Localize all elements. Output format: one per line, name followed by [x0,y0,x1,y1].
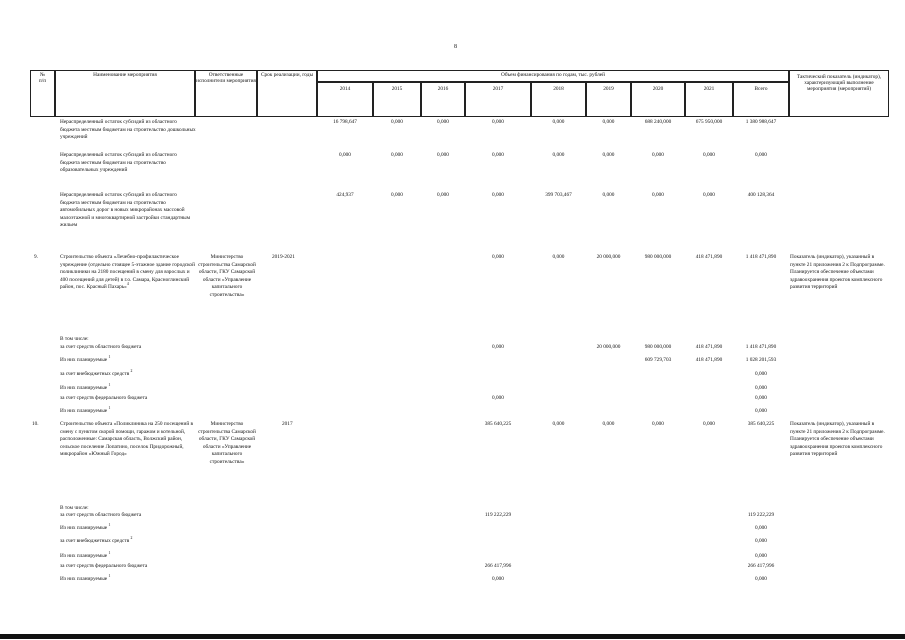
header-name: Наименование мероприятия [55,70,195,117]
cell-2017: 385 640,225 [484,421,512,427]
cell-2017: 0,000 [492,344,504,350]
cell-2017: 0,000 [492,119,504,125]
cell-total: 0,000 [755,408,767,414]
cell-total: 266 417,996 [747,563,775,569]
cell-2017: 119 222,229 [484,512,512,518]
header-year-total: Всего [733,82,789,117]
footnote-mark: 1 [108,355,111,360]
cell-2020: 0,000 [652,192,664,198]
funding-label-text: за счет внебюджетных средств [60,538,130,544]
including-label: В том числе: [60,505,89,511]
funding-label [60,512,141,520]
header-year-2014: 2014 [317,82,373,117]
funding-label-text: за счет внебюджетных средств [60,371,130,377]
cell-total: 0,000 [755,371,767,377]
cell-2021: 418 471,890 [695,344,723,350]
cell-total: 1 418 471,890 [745,344,777,350]
cell-2019: 20 000,000 [596,254,621,260]
funding-label [60,525,110,533]
cell-2014: 0,000 [339,152,351,158]
footnote-mark: 1 [108,574,111,579]
cell-2018: 399 703,467 [545,192,572,198]
cell-2020: 0,000 [652,421,664,427]
item-number: 10. [32,421,39,427]
footnote-mark: 2 [130,536,133,541]
cell-total: 0,000 [755,576,767,582]
funding-label [60,563,147,571]
cell-2017: 0,000 [492,152,504,158]
cell-2019: 0,000 [602,119,615,125]
funding-label-text: за счет средств федерального бюджета [60,563,148,569]
header-year-2015: 2015 [373,82,421,117]
item-period: 2019-2021 [272,254,295,260]
funding-label [60,553,110,561]
cell-total: 0,000 [755,525,767,531]
funding-label-text: Из них планируемые [60,553,108,559]
cell-2020: 980 000,000 [644,344,672,350]
header-year-2017: 2017 [465,82,531,117]
footnote-mark: 1 [108,406,111,411]
header-year-2021: 2021 [685,82,733,117]
cell-2016: 0,000 [437,119,449,125]
cell-2018: 0,000 [552,254,565,260]
item-number: 9. [34,254,38,260]
cell-2018: 0,000 [552,421,565,427]
cell-2019: 0,000 [602,152,615,158]
header-volume: Объем финансирования по годам, тыс. рублей [317,70,789,82]
cell-total: 0,000 [755,538,767,544]
cell-total: 0,000 [755,152,767,158]
cell-2018: 0,000 [552,152,565,158]
funding-label [60,576,110,584]
funding-label [60,385,110,393]
cell-total: 1 028 201,593 [745,357,777,363]
cell-2021: 418 471,890 [695,254,723,260]
cell-2021: 0,000 [703,152,715,158]
cell-total: 0,000 [755,395,767,401]
cell-2020: 609 729,703 [644,357,672,363]
item-target: Показатель (индикатор), указанный в пункте 21 приложения 2 к Подпрограмме. Планируется обеспечение объектами здравоохранения проектов комплексного развития территорий [790,421,885,457]
item-name [60,254,198,292]
footnote-mark: 1 [108,551,111,556]
cell-2021: 675 950,000 [695,119,723,125]
cell-2016: 0,000 [437,192,449,198]
header-year-2020: 2020 [631,82,685,117]
cell-total: 0,000 [755,553,767,559]
including-label: В том числе: [60,336,89,342]
funding-label [60,344,141,352]
cell-2017: 0,000 [492,192,504,198]
scan-edge-bar [0,634,905,639]
header-year-2016: 2016 [421,82,465,117]
footnote-mark: 1 [108,523,111,528]
cell-total: 1 380 988,647 [745,119,777,125]
funding-label-text: за счет средств областного бюджета [60,344,142,350]
cell-2021: 0,000 [703,192,715,198]
item-responsible: Министерство строительства Самарской области, ГКУ Самарской области «Управление капитального строительства» [198,421,256,465]
footnote-mark: 1 [108,383,111,388]
item-target: Показатель (индикатор), указанный в пункте 21 приложения 2 к Подпрограмме. Планируется обеспечение объектами здравоохранения проектов комплексного развития территорий [790,254,885,290]
funding-label-text: Из них планируемые [60,576,108,582]
cell-total: 0,000 [755,385,767,391]
funding-label [60,395,147,403]
cell-2018: 0,000 [552,119,565,125]
cell-2021: 0,000 [703,421,715,427]
funding-label [60,408,110,416]
cell-2014: 424,937 [336,192,354,198]
page-number: 8 [454,44,457,50]
funding-label [60,538,132,546]
cell-2014: 16 798,647 [333,119,357,125]
header-period: Срок реализации, годы [257,70,317,117]
cell-2019: 0,000 [602,192,615,198]
cell-2019: 0,000 [602,421,615,427]
item-responsible: Министерство строительства Самарской области, ГКУ Самарской области «Управление капитального строительства» [198,254,256,298]
cell-2017: 0,000 [492,254,504,260]
header-year-2018: 2018 [531,82,586,117]
cell-2015: 0,000 [391,119,403,125]
cell-2017: 266 417,996 [484,563,512,569]
footnote-mark: 2 [130,369,133,374]
undistributed-label: Нераспределенный остаток субсидий из областного бюджета местным бюджетам на строительство образовательных учреждений [60,152,177,173]
undistributed-label: Нераспределенный остаток субсидий из областного бюджета местным бюджетам на строительство дошкольных учреждений [60,119,196,140]
cell-2020: 980 000,000 [644,254,672,260]
funding-label [60,371,132,379]
cell-2019: 20 000,000 [596,344,621,350]
funding-label-text: Из них планируемые [60,408,108,414]
funding-label-text: Из них планируемые [60,357,108,363]
cell-2015: 0,000 [391,192,403,198]
cell-total: 119 222,229 [747,512,775,518]
cell-2020: 0,000 [652,152,664,158]
funding-label [60,357,110,365]
header-num: № п/п [30,70,55,117]
cell-total: 385 640,225 [747,421,775,427]
cell-2021: 418 471,890 [695,357,723,363]
footnote-mark: 4 [126,282,129,287]
cell-2015: 0,000 [391,152,403,158]
cell-total: 1 418 471,890 [745,254,777,260]
funding-label-text: за счет средств областного бюджета [60,512,142,518]
cell-2020: 688 240,000 [644,119,672,125]
cell-2017: 0,000 [492,395,504,401]
funding-label-text: за счет средств федерального бюджета [60,395,148,401]
item-name: Строительство объекта «Поликлиника на 250 посещений в смену с пунктом скорой помощи, гаражом и котельной, расположенные: Самарская область, Волжский район, сельское поселение Лопатино, поселок Придорожный, микрорайон «Южный Город» [60,421,194,457]
header-year-2019: 2019 [586,82,631,117]
item-period: 2017 [282,421,293,427]
cell-2016: 0,000 [437,152,449,158]
undistributed-label: Нераспределенный остаток субсидий из областного бюджета местным бюджетам на строительство автомобильных дорог в новых микрорайонах массовой малоэтажной и многоквартирной застройки стандартным жильем [60,192,191,228]
funding-label-text: Из них планируемые [60,385,108,391]
cell-2017: 0,000 [492,576,504,582]
item-name-text: Строительство объекта «Лечебно-профилактическое учреждение (отдельно стоящее 5-этажное здание городской поликлиники на 2180 посещений в смену для взрослых и 400 посещений для детей) в г.о. Самара, Красноглинский район, пос. Красный Пахарь» [60,254,195,290]
funding-label-text: Из них планируемые [60,525,108,531]
header-target: Тактический показатель (индикатор), характеризующий выполнение мероприятия (мероприятий) [789,70,889,117]
cell-total: 400 128,364 [747,192,775,198]
header-responsible: Ответственные исполнители мероприятия [195,70,257,117]
